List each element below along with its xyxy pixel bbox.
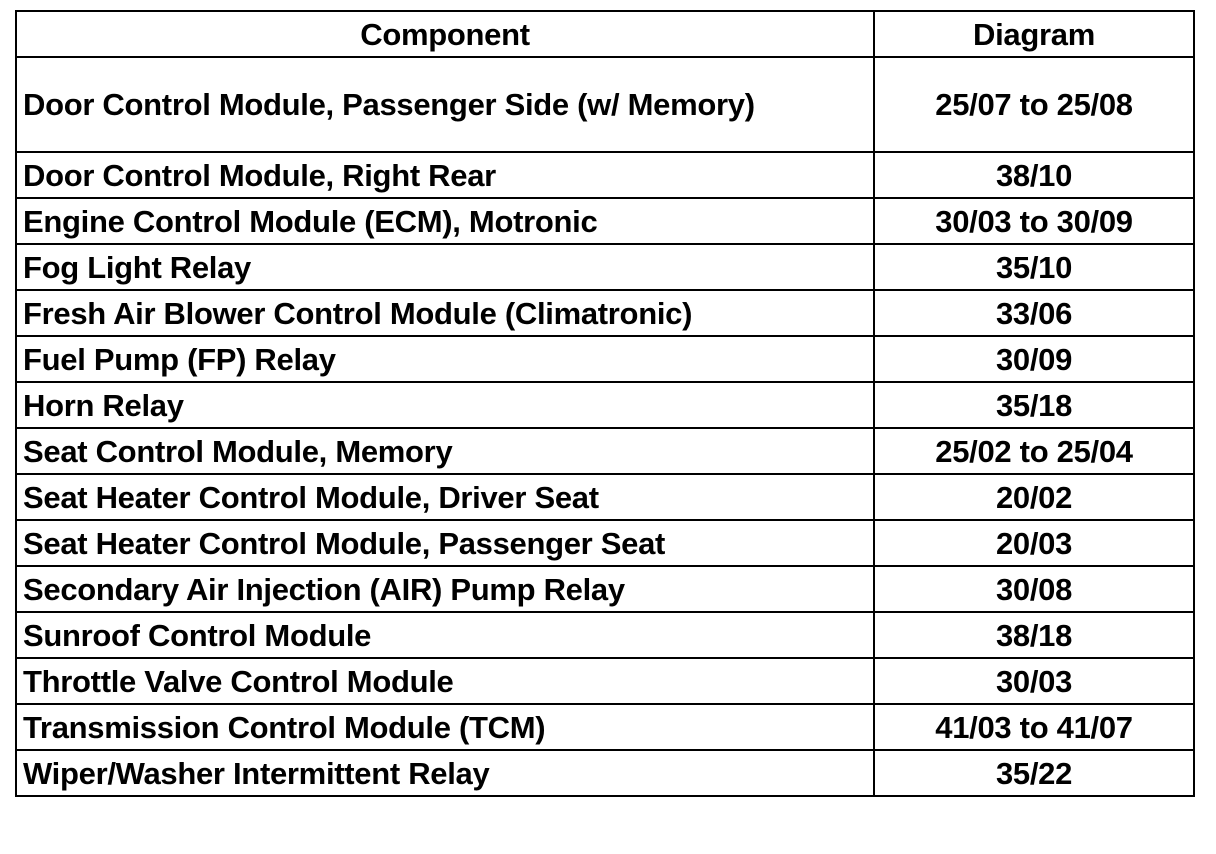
diagram-cell: 20/02 <box>874 474 1194 520</box>
component-cell: Transmission Control Module (TCM) <box>16 704 874 750</box>
table-row <box>16 382 1194 428</box>
diagram-cell: 30/09 <box>874 336 1194 382</box>
header-row <box>16 11 1194 57</box>
diagram-cell: 30/03 to 30/09 <box>874 198 1194 244</box>
component-cell: Seat Control Module, Memory <box>16 428 874 474</box>
table-row <box>16 290 1194 336</box>
component-cell: Seat Heater Control Module, Passenger Seat <box>16 520 874 566</box>
component-diagram-table <box>15 10 1195 797</box>
diagram-cell: 41/03 to 41/07 <box>874 704 1194 750</box>
component-cell: Door Control Module, Passenger Side (w/ Memory) <box>16 57 874 152</box>
component-cell: Fuel Pump (FP) Relay <box>16 336 874 382</box>
diagram-cell: 30/08 <box>874 566 1194 612</box>
table-row <box>16 57 1194 152</box>
table-row <box>16 428 1194 474</box>
diagram-cell: 35/18 <box>874 382 1194 428</box>
component-cell: Horn Relay <box>16 382 874 428</box>
diagram-cell: 25/07 to 25/08 <box>874 57 1194 152</box>
component-cell: Throttle Valve Control Module <box>16 658 874 704</box>
diagram-cell: 35/22 <box>874 750 1194 796</box>
table-row <box>16 152 1194 198</box>
diagram-cell: 38/18 <box>874 612 1194 658</box>
component-cell: Engine Control Module (ECM), Motronic <box>16 198 874 244</box>
table-row <box>16 750 1194 796</box>
component-cell: Secondary Air Injection (AIR) Pump Relay <box>16 566 874 612</box>
diagram-cell: 30/03 <box>874 658 1194 704</box>
diagram-cell: 33/06 <box>874 290 1194 336</box>
table-row <box>16 474 1194 520</box>
table-row <box>16 566 1194 612</box>
table-row <box>16 612 1194 658</box>
table-row <box>16 520 1194 566</box>
diagram-cell: 20/03 <box>874 520 1194 566</box>
header-diagram: Diagram <box>874 11 1194 57</box>
component-cell: Seat Heater Control Module, Driver Seat <box>16 474 874 520</box>
component-cell: Sunroof Control Module <box>16 612 874 658</box>
component-cell: Door Control Module, Right Rear <box>16 152 874 198</box>
component-cell: Wiper/Washer Intermittent Relay <box>16 750 874 796</box>
table-row <box>16 244 1194 290</box>
table-row <box>16 198 1194 244</box>
header-component: Component <box>16 11 874 57</box>
diagram-cell: 38/10 <box>874 152 1194 198</box>
table-row <box>16 704 1194 750</box>
diagram-cell: 35/10 <box>874 244 1194 290</box>
table-row <box>16 336 1194 382</box>
table-header <box>16 11 1194 57</box>
component-cell: Fog Light Relay <box>16 244 874 290</box>
table-row <box>16 658 1194 704</box>
diagram-cell: 25/02 to 25/04 <box>874 428 1194 474</box>
component-cell: Fresh Air Blower Control Module (Climatronic) <box>16 290 874 336</box>
table-body <box>16 57 1194 796</box>
